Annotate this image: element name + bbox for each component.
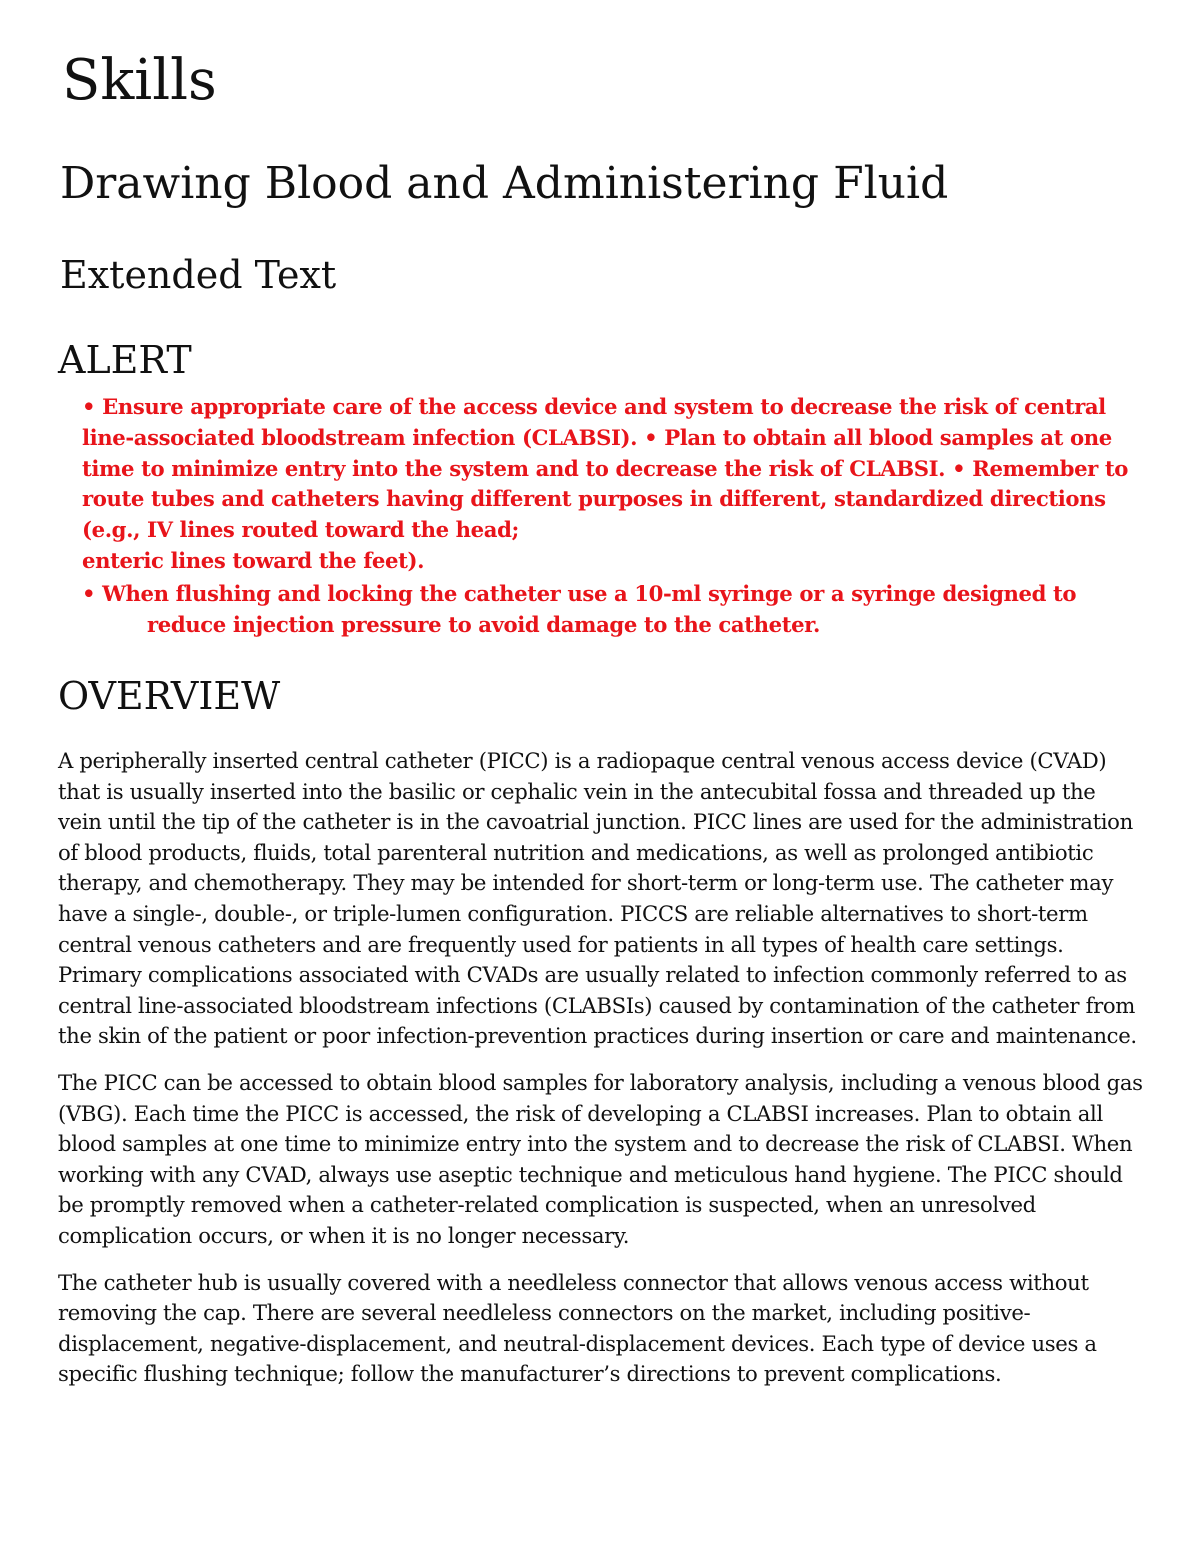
- alert-paragraph: enteric lines toward the feet).: [82, 547, 425, 573]
- alert-line-indented: reduce injection pressure to avoid damage to the catheter.: [147, 611, 820, 637]
- alert-body: [82, 392, 1142, 640]
- overview-heading: OVERVIEW: [58, 674, 281, 718]
- page-title: Skills: [62, 48, 217, 113]
- section-label: Extended Text: [60, 253, 337, 297]
- page-subtitle: Drawing Blood and Administering Fluid: [60, 158, 949, 209]
- overview-paragraph: A peripherally inserted central catheter (PICC) is a radiopaque central venous access device (CVAD) that is usually inserted into the basilic or cephalic vein in the antecubital fossa and threaded up the vein until the tip of the catheter is in the cavoatrial junction. PICC lines are used for the administration of blood products, fluids, total parenteral nutrition and medications, as well as prolonged antibiotic therapy, and chemotherapy. They may be intended for short-term or long-term use. The catheter may have a single-, double-, or triple-lumen configuration. PICCS are reliable alternatives to short-term central venous catheters and are frequently used for patients in all types of health care settings. Primary complications associated with CVADs are usually related to infection commonly referred to as central line-associated bloodstream infections (CLABSIs) caused by contamination of the catheter from the skin of the patient or poor infection-prevention practices during insertion or care and maintenance.: [58, 748, 1137, 1049]
- alert-line: • When flushing and locking the catheter use a 10-ml syringe or a syringe designed to: [82, 580, 1077, 606]
- alert-paragraph: • Ensure appropriate care of the access device and system to decrease the risk of central line-associated bloodstream infection (CLABSI). • Plan to obtain all blood samples at one time to minimize entry into the system and to decrease the risk of CLABSI. • Remember to route tubes and catheters having different purposes in different, standardized directions (e.g., IV lines routed toward the head;: [82, 394, 1129, 543]
- alert-heading: ALERT: [58, 338, 192, 382]
- overview-paragraph: The PICC can be accessed to obtain blood samples for laboratory analysis, including a venous blood gas (VBG). Each time the PICC is accessed, the risk of developing a CLABSI increases. Plan to obtain all blood samples at one time to minimize entry into the system and to decrease the risk of CLABSI. When working with any CVAD, always use aseptic technique and meticulous hand hygiene. The PICC should be promptly removed when a catheter-related complication is suspected, when an unresolved complication occurs, or when it is no longer necessary.: [58, 1069, 1143, 1248]
- overview-paragraph: The catheter hub is usually covered with a needleless connector that allows venous access without removing the cap. There are several needleless connectors on the market, including positive-displacement, negative-displacement, and neutral-displacement devices. Each type of device uses a specific flushing technique; follow the manufacturer’s directions to prevent complications.: [58, 1269, 1097, 1387]
- alert-paragraph-last: [82, 579, 1142, 641]
- overview-body: [58, 746, 1143, 1406]
